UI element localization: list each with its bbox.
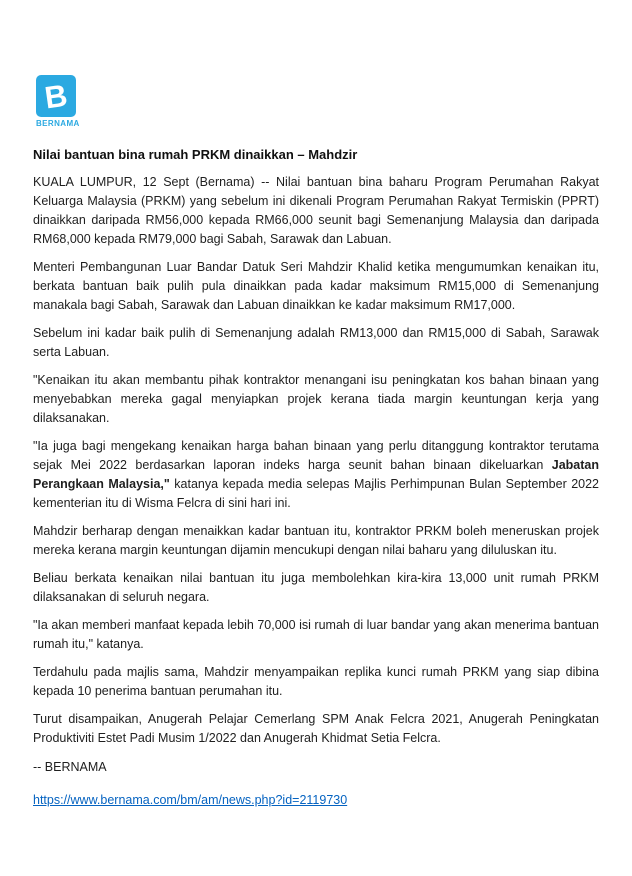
article-link[interactable]: https://www.bernama.com/bm/am/news.php?id=2119730 [33, 793, 348, 807]
bernama-logo-wordmark: BERNAMA [36, 119, 80, 128]
svg-text:B: B [42, 77, 70, 116]
article-paragraph: Beliau berkata kenaikan nilai bantuan itu juga membolehkan kira-kira 13,000 unit rumah PRKM dilaksanakan di seluruh negara. [33, 571, 599, 604]
article-paragraph: Menteri Pembangunan Luar Bandar Datuk Seri Mahdzir Khalid ketika mengumumkan kenaikan itu, berkata bantuan baik pulih pula dinaikkan pada kadar maksimum RM15,000 di Semenanjung manakala bagi Sabah, Sarawak dan Labuan dinaikkan ke kadar maksimum RM17,000. [33, 260, 599, 312]
bernama-logo-icon [36, 75, 76, 117]
article-paragraph: Mahdzir berharap dengan menaikkan kadar bantuan itu, kontraktor PRKM boleh meneruskan projek mereka kerana margin keuntungan dijamin mencukupi dengan nilai baharu yang diluluskan itu. [33, 524, 599, 557]
article-paragraph: "Ia akan memberi manfaat kepada lebih 70,000 isi rumah di luar bandar yang akan menerima bantuan rumah itu," katanya. [33, 618, 599, 651]
article-paragraph: Terdahulu pada majlis sama, Mahdzir menyampaikan replika kunci rumah PRKM yang siap dibina kepada 10 penerima bantuan perumahan itu. [33, 665, 599, 698]
article-headline: Nilai bantuan bina rumah PRKM dinaikkan – Mahdzir [33, 147, 358, 162]
article-paragraph: KUALA LUMPUR, 12 Sept (Bernama) -- Nilai bantuan bina baharu Program Perumahan Rakyat Keluarga Malaysia (PRKM) yang sebelum ini dikenali Program Perumahan Rakyat Termiskin (PPRT) dinaikkan daripada RM56,000 kepada RM66,000 seunit bagi Semenanjung Malaysia dan daripada RM68,000 kepada RM79,000 bagi Sabah, Sarawak dan Labuan. [33, 175, 599, 246]
bernama-logo [36, 75, 80, 128]
article-link-line [33, 791, 599, 810]
article-paragraph: Sebelum ini kadar baik pulih di Semenanjung adalah RM13,000 dan RM15,000 di Sabah, Sarawak serta Labuan. [33, 326, 599, 359]
article-paragraph: "Kenaikan itu akan membantu pihak kontraktor menangani isu peningkatan kos bahan binaan yang menyebabkan mereka gagal menyiapkan projek kerana tiada margin keuntungan kerja yang dilaksanakan. [33, 373, 599, 425]
paragraph-text: "Ia juga bagi mengekang kenaikan harga bahan binaan yang perlu ditanggung kontraktor terutama sejak Mei 2022 berdasarkan laporan indeks harga seunit bahan binaan dikeluarkan [33, 439, 599, 472]
paragraph-text: katanya kepada media selepas Majlis Perhimpunan Bulan September 2022 kementerian itu di Wisma Felcra di sini hari ini. [33, 477, 600, 510]
paragraph-bold-text: Jabatan Perangkaan Malaysia," [33, 458, 599, 491]
article-byline: -- BERNAMA [33, 760, 107, 774]
article-paragraph: Turut disampaikan, Anugerah Pelajar Cemerlang SPM Anak Felcra 2021, Anugerah Peningkatan Produktiviti Estet Padi Musim 1/2022 dan Anugerah Khidmat Setia Felcra. [33, 712, 599, 745]
article-paragraph [33, 437, 599, 513]
